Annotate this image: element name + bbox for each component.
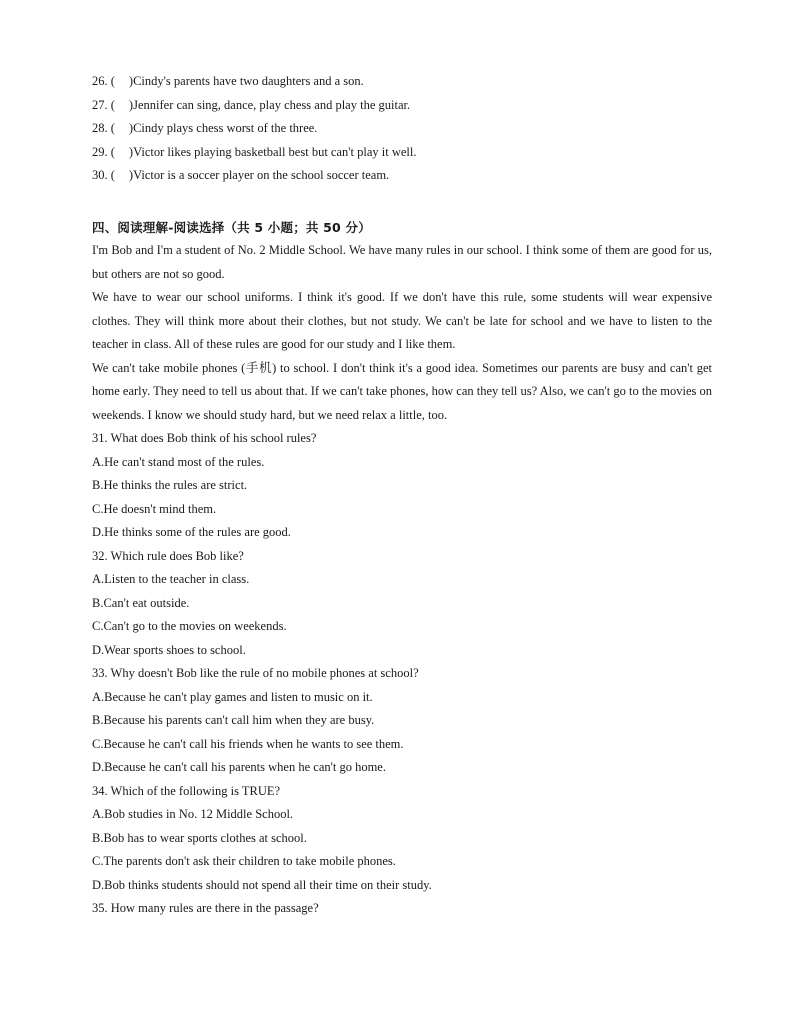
reading-passage <box>92 239 712 427</box>
document-content <box>92 70 712 921</box>
question-block <box>92 427 712 545</box>
section-spacer <box>92 188 712 216</box>
question-block <box>92 780 712 898</box>
section-heading: 四、阅读理解-阅读选择（共 5 小题；共 50 分） <box>92 219 371 235</box>
question-text: 35. How many rules are there in the passage? <box>92 901 319 915</box>
answer-option: A.He can't stand most of the rules. <box>92 454 265 469</box>
passage-paragraph: I'm Bob and I'm a student of No. 2 Middle School. We have many rules in our school. I think some of them are good for us, but others are not so good. <box>92 243 712 281</box>
statement-number: 29. <box>92 144 108 159</box>
question-text: 32. Which rule does Bob like? <box>92 548 244 563</box>
question-block <box>92 897 712 921</box>
answer-option: D.He thinks some of the rules are good. <box>92 525 291 539</box>
answer-option: C.Can't go to the movies on weekends. <box>92 619 287 633</box>
question-text: 31. What does Bob think of his school rules? <box>92 431 317 445</box>
answer-option: C.The parents don't ask their children to take mobile phones. <box>92 854 396 868</box>
question-text: 33. Why doesn't Bob like the rule of no mobile phones at school? <box>92 666 419 680</box>
question-text: 34. Which of the following is TRUE? <box>92 783 281 798</box>
passage-paragraph: We can't take mobile phones (手机) to school. I don't think it's a good idea. Sometimes our parents are busy and can't get home early. They need to tell us about that. If we can't take phones, how can they tell us? Also, we can't go to the movies on weekends. I know we should study hard, but we need relax a little, too. <box>92 360 712 422</box>
statement-number: 28. <box>92 121 108 135</box>
question-block <box>92 545 712 663</box>
answer-option: D.Because he can't call his parents when he can't go home. <box>92 760 386 774</box>
statement-text: Cindy plays chess worst of the three. <box>133 121 318 135</box>
statement-text: Cindy's parents have two daughters and a son. <box>133 74 364 88</box>
answer-option: A.Because he can't play games and listen to music on it. <box>92 689 373 704</box>
statement-item: 28. ( )Cindy plays chess worst of the three. <box>92 121 318 135</box>
answer-option: B.Because his parents can't call him when they are busy. <box>92 713 375 727</box>
answer-option: B.Can't eat outside. <box>92 595 190 610</box>
statement-item: 26. ( )Cindy's parents have two daughters and a son. <box>92 74 364 88</box>
passage-paragraph: We have to wear our school uniforms. I think it's good. If we don't have this rule, some students will wear expensive clothes. They will think more about their clothes, but not study. We can't be late for school and we have to listen to the teacher in class. All of these rules are good for our study and I like them. <box>92 290 712 351</box>
question-block <box>92 662 712 780</box>
statement-text: Jennifer can sing, dance, play chess and play the guitar. <box>133 97 411 112</box>
answer-option: D.Bob thinks students should not spend all their time on their study. <box>92 877 432 892</box>
statement-number: 27. <box>92 97 108 112</box>
answer-option: C.He doesn't mind them. <box>92 501 217 516</box>
answer-option: B.Bob has to wear sports clothes at school. <box>92 830 307 845</box>
answer-option: D.Wear sports shoes to school. <box>92 642 246 657</box>
answer-option: A.Bob studies in No. 12 Middle School. <box>92 807 294 821</box>
statement-item: 27. ( )Jennifer can sing, dance, play chess and play the guitar. <box>92 97 411 112</box>
answer-option: A.Listen to the teacher in class. <box>92 572 250 586</box>
statement-text: Victor is a soccer player on the school soccer team. <box>133 168 390 182</box>
question-list <box>92 427 712 921</box>
answer-option: C.Because he can't call his friends when he wants to see them. <box>92 736 404 751</box>
statement-number: 26. <box>92 74 108 88</box>
statement-text: Victor likes playing basketball best but can't play it well. <box>133 144 417 159</box>
statement-item: 30. ( )Victor is a soccer player on the school soccer team. <box>92 168 390 182</box>
statement-number: 30. <box>92 168 108 182</box>
true-false-statements <box>92 70 712 188</box>
statement-item: 29. ( )Victor likes playing basketball best but can't play it well. <box>92 144 417 159</box>
answer-option: B.He thinks the rules are strict. <box>92 478 248 492</box>
